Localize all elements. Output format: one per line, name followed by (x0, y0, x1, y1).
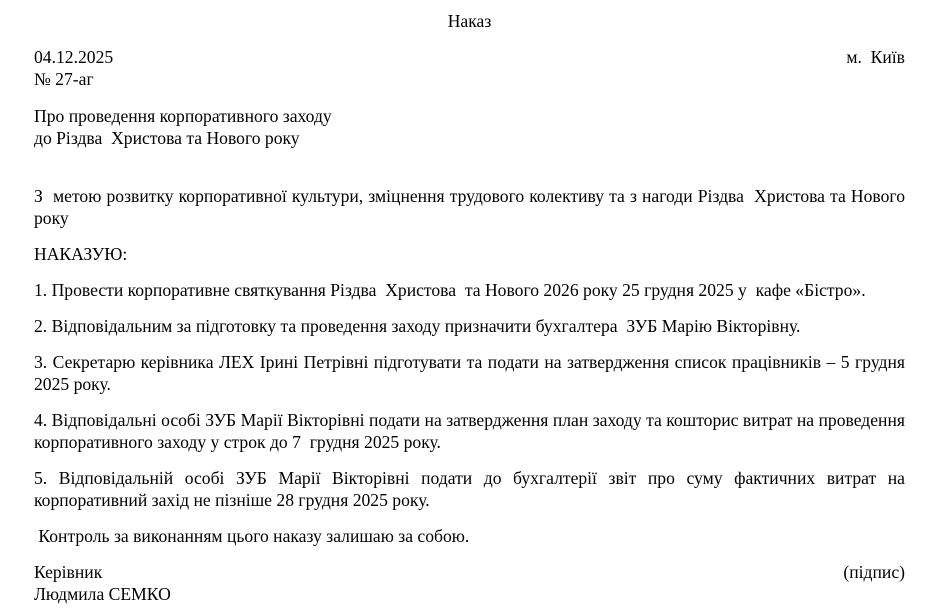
preamble-paragraph: З метою розвитку корпоративної культури, зміцнення трудового колективу та з нагоди Різдва Христова та Нового року (34, 186, 910, 228)
subject-line-2: до Різдва Христова та Нового року (34, 128, 300, 148)
document-number: № 27-аг (34, 69, 94, 89)
signatory-name: Людмила СЕМКО (34, 584, 171, 604)
signature-row (34, 561, 905, 583)
document-title: Наказ (447, 11, 492, 31)
order-item: 2. Відповідальним за підготовку та проведення заходу призначити бухгалтера ЗУБ Марію Вікторівну. (34, 316, 801, 336)
subject-block (34, 105, 905, 149)
order-item: 5. Відповідальній особі ЗУБ Марії Вікторівні подати до бухгалтерії звіт про суму фактичних витрат на корпоративний захід не пізніше 28 грудня 2025 року. (34, 468, 910, 510)
order-item: 4. Відповідальні особі ЗУБ Марії Вікторівні подати на затвердження план заходу та кошторис витрат на проведення корпоративного заходу у строк до 7 грудня 2025 року. (34, 410, 910, 452)
order-item: 1. Провести корпоративне святкування Різдва Христова та Нового 2026 року 25 грудня 2025 у кафе «Бістро». (34, 280, 866, 300)
date-city-row (34, 46, 905, 68)
document-date: 04.12.2025 (34, 47, 114, 67)
control-statement: Контроль за виконанням цього наказу залишаю за собою. (34, 526, 470, 546)
subject-line-1: Про проведення корпоративного заходу (34, 106, 332, 126)
order-word: НАКАЗУЮ: (34, 244, 128, 264)
signatory-position: Керівник (34, 562, 103, 582)
order-item: 3. Секретарю керівника ЛЕХ Ірині Петрівні підготувати та подати на затвердження список працівників – 5 грудня 2025 року. (34, 352, 910, 394)
document-city: м. Київ (846, 47, 905, 67)
signature-placeholder: (підпис) (843, 562, 905, 582)
